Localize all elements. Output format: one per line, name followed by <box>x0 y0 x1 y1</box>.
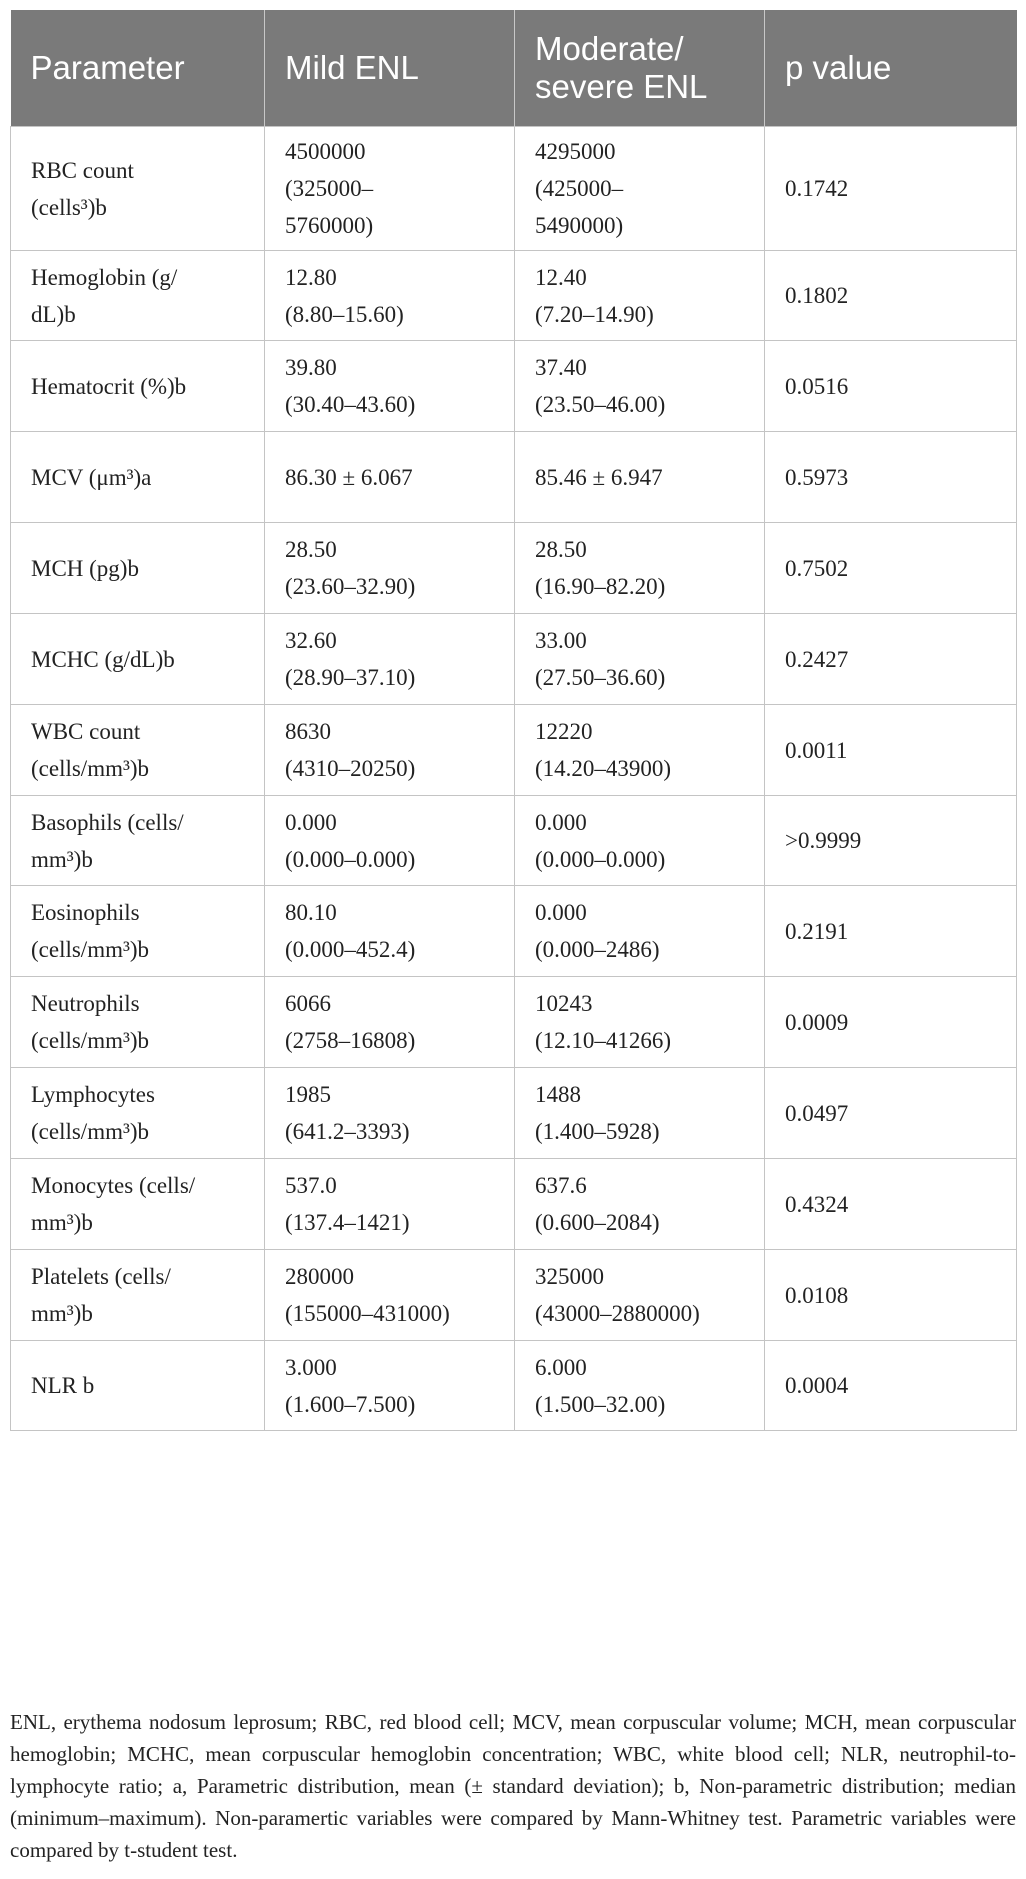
mild-enl-cell-line: 3.000 <box>285 1354 337 1380</box>
moderate-severe-enl-cell-line: (43000–2880000) <box>535 1301 700 1326</box>
p-value-cell: 0.7502 <box>765 523 1017 614</box>
parameter-cell <box>11 886 265 977</box>
parameter-cell-line: Basophils (cells/ <box>31 809 184 835</box>
p-value-cell: 0.1802 <box>765 251 1017 341</box>
moderate-severe-enl-cell <box>515 432 765 523</box>
moderate-severe-enl-cell-line: (12.10–41266) <box>535 1028 672 1053</box>
mild-enl-cell-line: (23.60–32.90) <box>285 574 416 599</box>
mild-enl-cell <box>265 614 515 705</box>
parameter-cell-line: Eosinophils <box>31 900 140 925</box>
moderate-severe-enl-cell-line: (0.000–2486) <box>535 937 660 962</box>
parameter-cell-line: RBC count <box>31 157 134 183</box>
table-row <box>11 977 1017 1068</box>
parameter-cell <box>11 614 265 705</box>
parameter-cell <box>11 341 265 432</box>
mild-enl-cell-line: (28.90–37.10) <box>285 665 416 690</box>
table-header <box>11 10 1017 127</box>
moderate-severe-enl-cell-line: (0.600–2084) <box>535 1210 660 1235</box>
p-value-cell: 0.5973 <box>765 432 1017 523</box>
parameter-cell <box>11 251 265 341</box>
mild-enl-cell-line: 28.50 <box>285 537 337 562</box>
moderate-severe-enl-cell-line: 637.6 <box>535 1173 587 1198</box>
parameter-cell <box>11 705 265 796</box>
mild-enl-cell-line: 8630 <box>285 719 331 744</box>
header-moderate-severe-label: Moderate/ severe ENL <box>535 30 708 105</box>
parameter-cell <box>11 127 265 251</box>
table-row <box>11 614 1017 705</box>
parameter-cell-line: MCHC (g/dL)b <box>31 646 175 672</box>
parameter-cell <box>11 1068 265 1159</box>
mild-enl-cell <box>265 523 515 614</box>
mild-enl-cell-line: 32.60 <box>285 628 337 653</box>
mild-enl-cell-line: 4500000 <box>285 139 366 164</box>
mild-enl-cell-line: 12.80 <box>285 264 337 290</box>
table-row <box>11 705 1017 796</box>
parameter-cell-line: NLR b <box>31 1373 95 1398</box>
parameter-cell <box>11 796 265 886</box>
p-value-cell: 0.2427 <box>765 614 1017 705</box>
parameter-cell-line: Lymphocytes <box>31 1082 155 1107</box>
moderate-severe-enl-cell <box>515 614 765 705</box>
moderate-severe-enl-cell-line: 5490000) <box>535 213 624 238</box>
p-value-cell: 0.0004 <box>765 1341 1017 1431</box>
parameter-cell-line: MCV (μm³)a <box>31 464 152 490</box>
data-table-container <box>10 10 1016 1431</box>
moderate-severe-enl-cell-line: 4295000 <box>535 139 616 164</box>
mild-enl-cell <box>265 977 515 1068</box>
table-row <box>11 523 1017 614</box>
mild-enl-cell <box>265 1341 515 1431</box>
moderate-severe-enl-cell <box>515 1068 765 1159</box>
mild-enl-cell-line: (0.000–0.000) <box>285 846 416 872</box>
moderate-severe-enl-cell <box>515 1250 765 1341</box>
table-row <box>11 341 1017 432</box>
mild-enl-cell-line: 1985 <box>285 1082 331 1107</box>
moderate-severe-enl-cell <box>515 523 765 614</box>
p-value-cell: 0.0011 <box>765 705 1017 796</box>
header-row <box>11 10 1017 127</box>
table-row <box>11 432 1017 523</box>
hematology-table <box>10 10 1017 1431</box>
moderate-severe-enl-cell-line: (23.50–46.00) <box>535 392 666 417</box>
moderate-severe-enl-cell-line: (7.20–14.90) <box>535 301 654 327</box>
mild-enl-cell-line: 0.000 <box>285 809 337 835</box>
mild-enl-cell-line: (155000–431000) <box>285 1301 450 1326</box>
parameter-cell <box>11 1159 265 1250</box>
mild-enl-cell <box>265 127 515 251</box>
p-value-cell: 0.2191 <box>765 886 1017 977</box>
parameter-cell-line: (cells/mm³)b <box>31 937 150 962</box>
moderate-severe-enl-cell-line: 325000 <box>535 1264 604 1289</box>
header-moderate-severe-enl <box>515 10 765 127</box>
header-p-value: p value <box>765 10 1017 127</box>
table-footnote: ENL, erythema nodosum leprosum; RBC, red blood cell; MCV, mean corpuscular volume; MCH, mean corpuscular hemoglobin; MCHC, mean corpuscular hemoglobin concentration; WBC, white blood cell; NLR, neutrophil-to-lymphocyte ratio; a, Parametric distribution, mean (± standard deviation); b, Non-parametric distribution; median (minimum–maximum). Non-paramertic variables were compared by Mann-Whitney test. Parametric variables were compared by t-student test. <box>10 1710 1016 1862</box>
moderate-severe-enl-cell <box>515 341 765 432</box>
p-value-cell: 0.0516 <box>765 341 1017 432</box>
mild-enl-cell-line: (0.000–452.4) <box>285 937 416 962</box>
mild-enl-cell-line: 6066 <box>285 991 331 1016</box>
p-value-cell: 0.0497 <box>765 1068 1017 1159</box>
header-mild-enl: Mild ENL <box>265 10 515 127</box>
parameter-cell-line: (cells/mm³)b <box>31 1028 150 1053</box>
parameter-cell <box>11 523 265 614</box>
header-parameter: Parameter <box>11 10 265 127</box>
mild-enl-cell <box>265 1250 515 1341</box>
mild-enl-cell-line: (137.4–1421) <box>285 1210 410 1235</box>
moderate-severe-enl-cell-line: 12.40 <box>535 264 587 290</box>
parameter-cell <box>11 432 265 523</box>
p-value-cell: 0.0108 <box>765 1250 1017 1341</box>
parameter-cell-line: Neutrophils <box>31 991 140 1016</box>
mild-enl-cell <box>265 1159 515 1250</box>
mild-enl-cell-line: 39.80 <box>285 355 337 380</box>
mild-enl-cell-line: 280000 <box>285 1264 354 1289</box>
moderate-severe-enl-cell-line: (1.400–5928) <box>535 1119 660 1144</box>
mild-enl-cell-line: (1.600–7.500) <box>285 1391 416 1417</box>
mild-enl-cell <box>265 432 515 523</box>
moderate-severe-enl-cell <box>515 251 765 341</box>
table-body <box>11 127 1017 1431</box>
parameter-cell-line: MCH (pg)b <box>31 555 139 581</box>
table-row <box>11 886 1017 977</box>
moderate-severe-enl-cell-line: 37.40 <box>535 355 587 380</box>
moderate-severe-enl-cell-line: 12220 <box>535 719 593 744</box>
parameter-cell <box>11 1341 265 1431</box>
moderate-severe-enl-cell-line: 6.000 <box>535 1354 587 1380</box>
moderate-severe-enl-cell-line: 0.000 <box>535 809 587 835</box>
moderate-severe-enl-cell-line: (16.90–82.20) <box>535 574 666 599</box>
mild-enl-cell-line: (2758–16808) <box>285 1028 416 1053</box>
mild-enl-cell <box>265 251 515 341</box>
table-row <box>11 1159 1017 1250</box>
parameter-cell-line: WBC count <box>31 719 141 744</box>
moderate-severe-enl-cell <box>515 705 765 796</box>
table-row <box>11 251 1017 341</box>
p-value-cell: 0.4324 <box>765 1159 1017 1250</box>
mild-enl-cell-line: (641.2–3393) <box>285 1119 410 1144</box>
mild-enl-cell-line: 80.10 <box>285 900 337 925</box>
moderate-severe-enl-cell <box>515 1159 765 1250</box>
parameter-cell-line: mm³)b <box>31 1301 93 1326</box>
mild-enl-cell-line: (4310–20250) <box>285 756 416 781</box>
mild-enl-cell-line: (30.40–43.60) <box>285 392 416 417</box>
mild-enl-cell-line: (8.80–15.60) <box>285 301 404 327</box>
parameter-cell <box>11 1250 265 1341</box>
parameter-cell-line: mm³)b <box>31 846 93 872</box>
mild-enl-cell-line: 86.30 ± 6.067 <box>285 464 413 490</box>
moderate-severe-enl-cell <box>515 886 765 977</box>
mild-enl-cell <box>265 705 515 796</box>
mild-enl-cell <box>265 1068 515 1159</box>
parameter-cell-line: Hematocrit (%)b <box>31 373 187 399</box>
mild-enl-cell <box>265 341 515 432</box>
parameter-cell-line: Platelets (cells/ <box>31 1264 171 1289</box>
table-row <box>11 1068 1017 1159</box>
moderate-severe-enl-cell <box>515 127 765 251</box>
moderate-severe-enl-cell-line: 28.50 <box>535 537 587 562</box>
moderate-severe-enl-cell-line: (0.000–0.000) <box>535 846 666 872</box>
mild-enl-cell-line: 537.0 <box>285 1173 337 1198</box>
moderate-severe-enl-cell <box>515 977 765 1068</box>
moderate-severe-enl-cell-line: (14.20–43900) <box>535 756 672 781</box>
table-row <box>11 796 1017 886</box>
mild-enl-cell-line: 5760000) <box>285 213 374 238</box>
moderate-severe-enl-cell-line: 33.00 <box>535 628 587 653</box>
parameter-cell <box>11 977 265 1068</box>
mild-enl-cell-line: (325000– <box>285 176 374 201</box>
p-value-cell: >0.9999 <box>765 796 1017 886</box>
moderate-severe-enl-cell-line: 10243 <box>535 991 593 1016</box>
moderate-severe-enl-cell-line: (1.500–32.00) <box>535 1391 666 1417</box>
moderate-severe-enl-cell-line: (425000– <box>535 176 624 201</box>
moderate-severe-enl-cell <box>515 796 765 886</box>
moderate-severe-enl-cell <box>515 1341 765 1431</box>
parameter-cell-line: mm³)b <box>31 1210 93 1235</box>
p-value-cell: 0.0009 <box>765 977 1017 1068</box>
parameter-cell-line: (cells/mm³)b <box>31 756 150 781</box>
table-row <box>11 1341 1017 1431</box>
parameter-cell-line: Monocytes (cells/ <box>31 1173 196 1198</box>
moderate-severe-enl-cell-line: (27.50–36.60) <box>535 665 666 690</box>
moderate-severe-enl-cell-line: 0.000 <box>535 900 587 925</box>
moderate-severe-enl-cell-line: 85.46 ± 6.947 <box>535 464 663 490</box>
mild-enl-cell <box>265 796 515 886</box>
table-row <box>11 127 1017 251</box>
mild-enl-cell <box>265 886 515 977</box>
parameter-cell-line: Hemoglobin (g/ <box>31 264 178 290</box>
parameter-cell-line: (cells³)b <box>31 194 107 220</box>
table-row <box>11 1250 1017 1341</box>
moderate-severe-enl-cell-line: 1488 <box>535 1082 581 1107</box>
parameter-cell-line: (cells/mm³)b <box>31 1119 150 1144</box>
p-value-cell: 0.1742 <box>765 127 1017 251</box>
parameter-cell-line: dL)b <box>31 301 76 327</box>
